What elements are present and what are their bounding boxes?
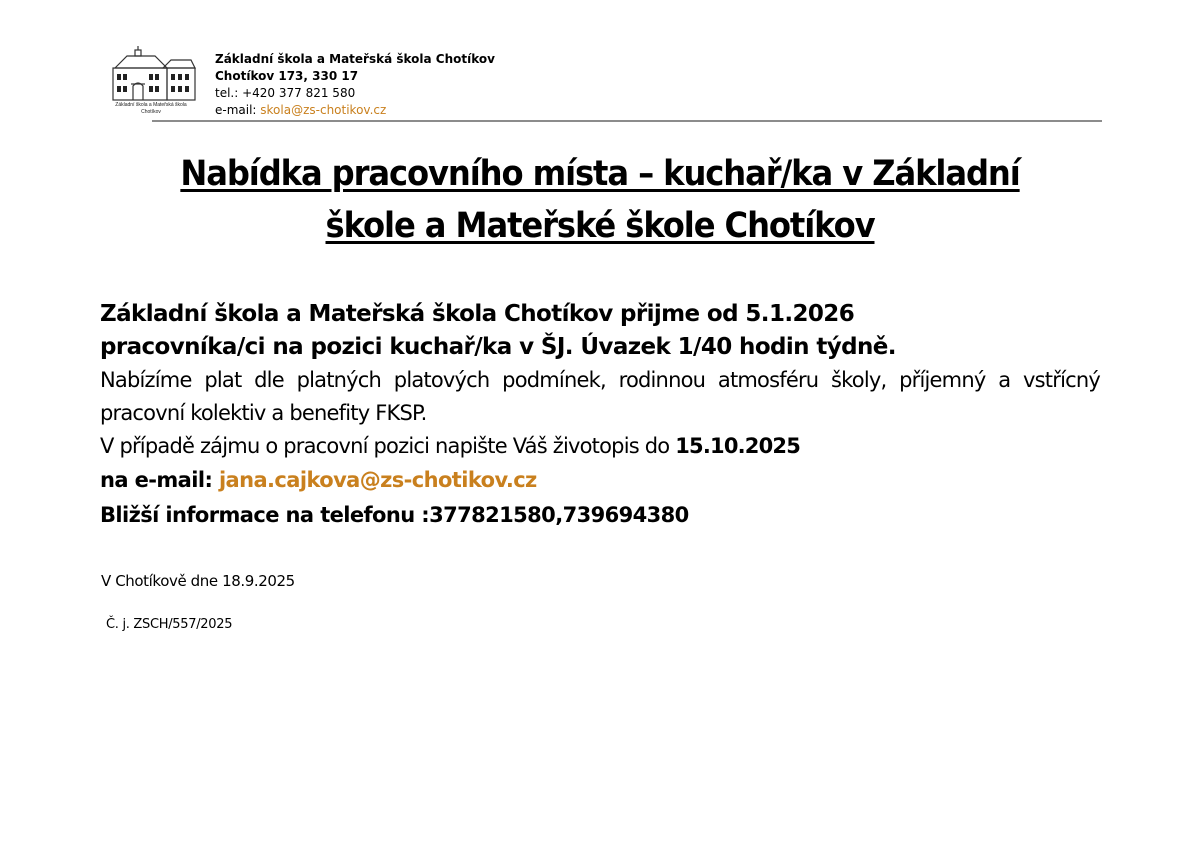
logo-caption — [105, 102, 197, 116]
school-email-row — [215, 102, 495, 119]
letterhead — [105, 46, 1105, 126]
logo-caption-line1: Základní škola a Mateřská škola — [115, 102, 187, 108]
title-line1: Nabídka pracovního místa – kuchař/ka v Základní — [180, 154, 1020, 194]
contact-email-row — [100, 463, 1100, 498]
logo-caption-line2: Chotíkov — [141, 109, 161, 115]
contact-email-link[interactable]: jana.cajkova@zs-chotikov.cz — [218, 468, 537, 492]
school-phone: tel.: +420 377 821 580 — [215, 86, 356, 100]
lead-line2: pracovníka/ci na pozici kuchař/ka v ŠJ. Úvazek 1/40 hodin týdně. — [100, 334, 896, 360]
offer-paragraph: Nabízíme plat dle platných platových podmínek, rodinnou atmosféru školy, příjemný a vstřícný pracovní kolektiv a benefity FKSP. — [100, 368, 1100, 425]
reference-number: Č. j. ZSCH/557/2025 — [106, 617, 233, 632]
job-offer-body — [100, 298, 1100, 533]
school-email-link[interactable]: skola@zs-chotikov.cz — [260, 103, 387, 117]
school-building-icon — [105, 46, 197, 104]
school-name: Základní škola a Mateřská škola Chotíkov — [215, 52, 495, 66]
school-address: Chotíkov 173, 330 17 — [215, 69, 359, 83]
apply-text: V případě zájmu o pracovní pozici napište Váš životopis do — [100, 434, 676, 458]
contact-email-label: na e-mail: — [100, 468, 219, 492]
apply-paragraph — [100, 430, 1100, 463]
contact-phone-line: Bližší informace na telefonu :377821580,739694380 — [100, 503, 689, 527]
deadline-date: 15.10.2025 — [675, 434, 801, 458]
lead-line1: Základní škola a Mateřská škola Chotíkov přijme od 5.1.2026 — [100, 301, 855, 327]
place-and-date: V Chotíkově dne 18.9.2025 — [101, 572, 295, 590]
header-divider — [152, 120, 1102, 122]
page-title — [103, 148, 1097, 252]
email-label: e-mail: — [215, 103, 261, 117]
letterhead-contact — [215, 51, 495, 119]
school-logo — [105, 46, 197, 124]
title-line2: škole a Mateřské škole Chotíkov — [325, 206, 875, 246]
